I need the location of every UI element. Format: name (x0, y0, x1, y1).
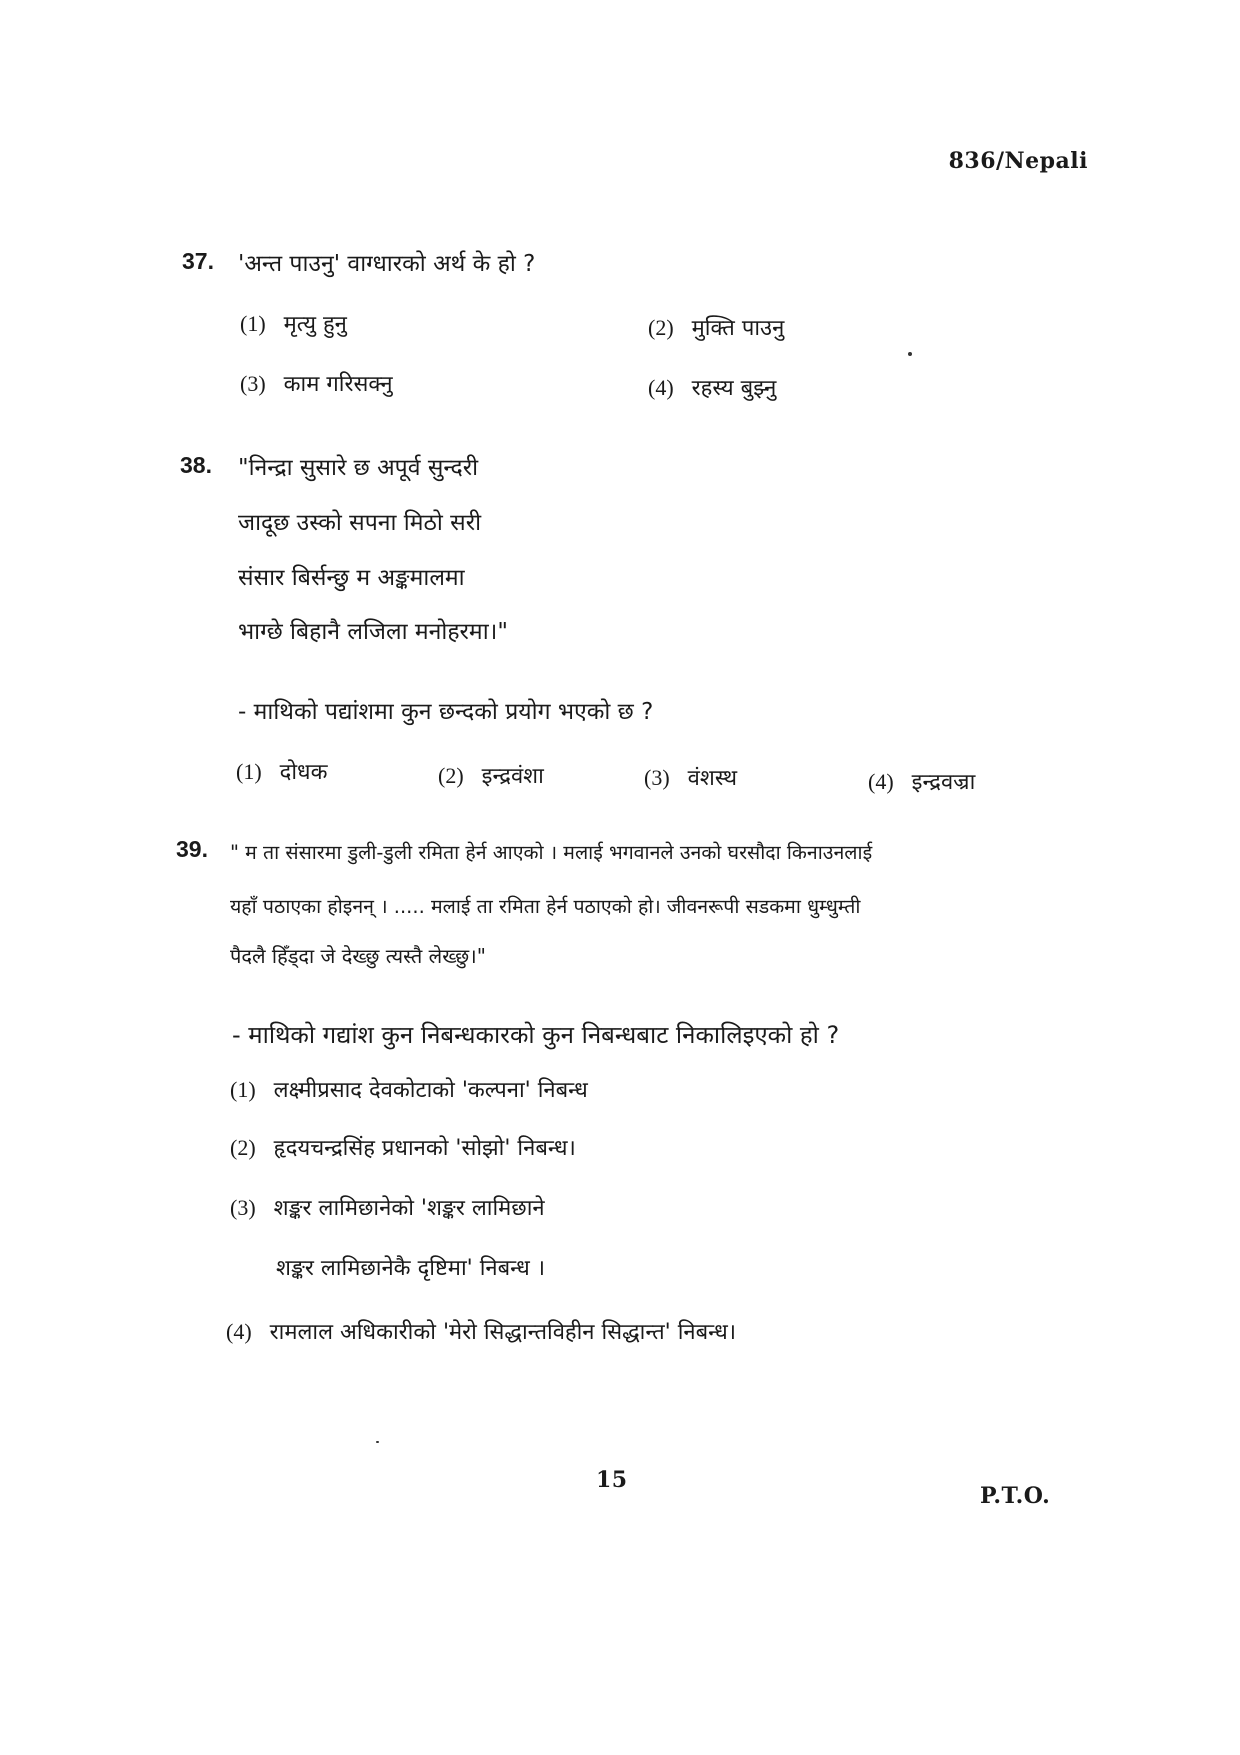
question-38-prompt: - माथिको पद्यांशमा कुन छन्दको प्रयोग भएको छ ? (238, 699, 654, 725)
q37-option-3 (240, 368, 393, 398)
option-number: (2) (230, 1135, 256, 1160)
option-number: (4) (648, 375, 674, 400)
option-number: (4) (226, 1319, 252, 1344)
option-number: (3) (644, 765, 670, 790)
option-text: शङ्कर लामिछानेको 'शङ्कर लामिछाने (273, 1196, 545, 1221)
q39-option-3 (230, 1192, 545, 1222)
option-text: मृत्यु हुनु (283, 312, 347, 337)
q39-option-3-continued (276, 1252, 545, 1282)
option-text: काम गरिसक्नु (283, 372, 393, 397)
option-number: (2) (648, 315, 674, 340)
question-38-number: 38. (180, 452, 212, 478)
q37-option-4 (648, 372, 776, 402)
verse-line-3: संसार बिर्सन्छु म अङ्कमालमा (238, 565, 465, 591)
option-text: लक्ष्मीप्रसाद देवकोटाको 'कल्पना' निबन्ध (273, 1078, 588, 1103)
pto-label: P.T.O. (980, 1483, 1051, 1509)
q39-option-4 (226, 1316, 736, 1346)
option-text: वंशस्थ (687, 766, 738, 791)
option-text: शङ्कर लामिछानेकै दृष्टिमा' निबन्ध । (276, 1256, 546, 1281)
stray-dot (908, 352, 912, 356)
stray-dot (376, 1441, 379, 1443)
passage-line-2: यहाँ पठाएका होइनन् । ..... मलाई ता रमिता हेर्न पठाएको हो। जीवनरूपी सडकमा धुम्धुम्ती (230, 895, 861, 918)
option-text: इन्द्रवज्रा (911, 770, 976, 795)
q39-option-1 (230, 1074, 588, 1104)
option-text: रामलाल अधिकारीको 'मेरो सिद्धान्तविहीन सिद्धान्त' निबन्ध। (269, 1320, 737, 1345)
option-text: दोधक (279, 760, 328, 785)
q37-option-1 (240, 308, 347, 338)
option-text: मुक्ति पाउनु (691, 316, 785, 341)
option-number: (3) (240, 371, 266, 396)
option-number: (4) (868, 769, 894, 794)
option-number: (1) (240, 311, 266, 336)
paper-code: 836/Nepali (948, 148, 1088, 174)
q39-option-2 (230, 1132, 576, 1162)
option-number: (1) (236, 759, 262, 784)
passage-line-3: पैदलै हिँड्दा जे देख्छु त्यस्तै लेख्छु।" (230, 944, 486, 968)
page-number: 15 (596, 1467, 628, 1493)
q37-option-2 (648, 312, 784, 342)
question-39-prompt: - माथिको गद्यांश कुन निबन्धकारको कुन निबन्धबाट निकालिइएको हो ? (232, 1021, 840, 1049)
passage-line-1: " म ता संसारमा डुली-डुली रमिता हेर्न आएको । मलाई भगवानले उनको घरसौदा किनाउनलाई (230, 841, 873, 864)
option-number: (3) (230, 1195, 256, 1220)
q38-option-4 (868, 766, 975, 796)
option-text: इन्द्रवंशा (481, 764, 544, 789)
option-text: हृदयचन्द्रसिंह प्रधानको 'सोझो' निबन्ध। (273, 1136, 576, 1161)
q38-option-2 (438, 760, 544, 790)
option-number: (1) (230, 1077, 256, 1102)
q38-option-3 (644, 762, 737, 792)
verse-line-2: जादूछ उस्को सपना मिठो सरी (238, 510, 482, 536)
question-39-number: 39. (176, 836, 208, 862)
option-number: (2) (438, 763, 464, 788)
question-37-number: 37. (182, 248, 214, 274)
verse-line-4: भाग्छे बिहानै लजिला मनोहरमा।" (238, 619, 508, 645)
verse-line-1: "निन्द्रा सुसारे छ अपूर्व सुन्दरी (238, 455, 479, 481)
option-text: रहस्य बुझ्नु (691, 376, 777, 401)
question-37-text: 'अन्त पाउनु' वाग्धारको अर्थ के हो ? (238, 251, 536, 277)
q38-option-1 (236, 756, 327, 786)
